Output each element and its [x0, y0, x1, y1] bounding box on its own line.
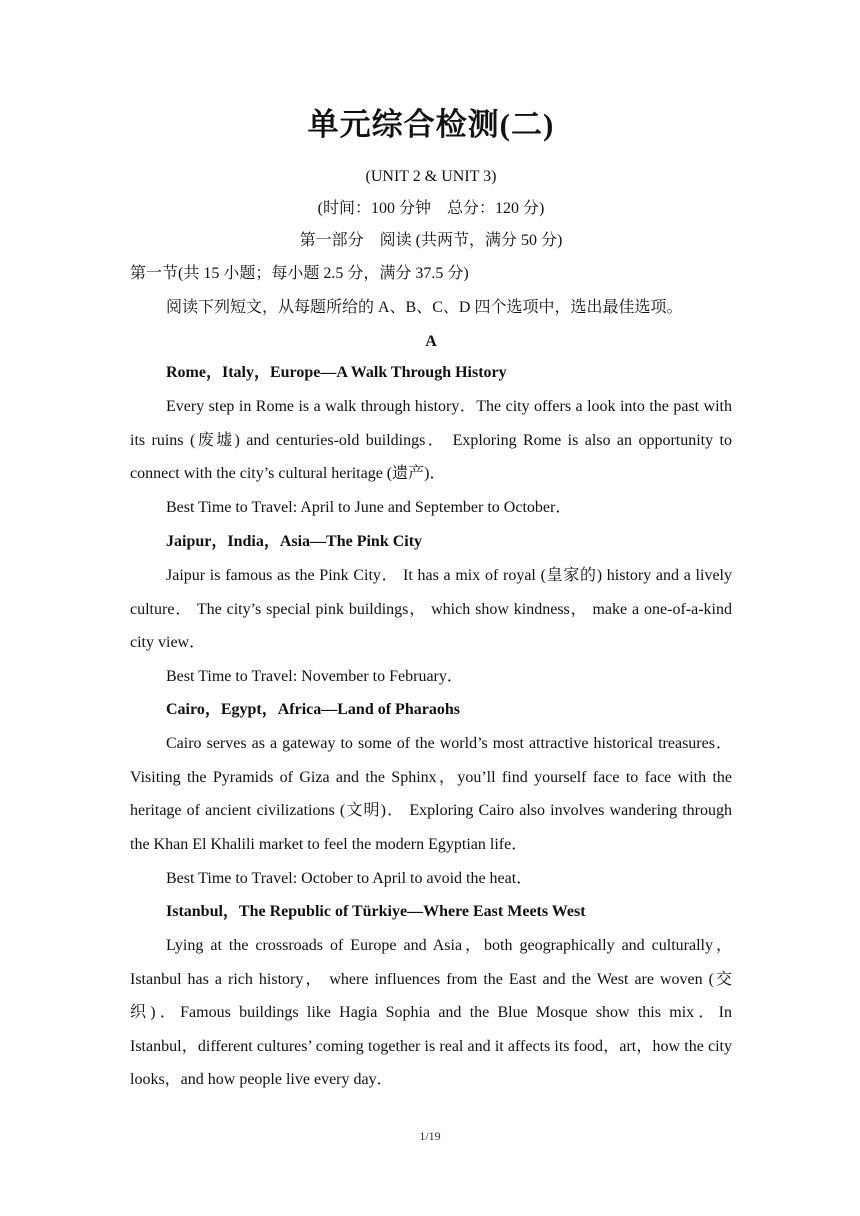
cairo-paragraph: Cairo serves as a gateway to some of the world’s most attractive historical treasures．Visiting the Pyramids of Giza and the Sphinx，you’ll find yourself face to face with the heritage of ancient civilizations (文明)． Exploring Cairo also involves wandering through the Khan El Khalili market to feel the modern Egyptian life．: [130, 735, 732, 853]
rome-heading: Rome，Italy，Europe—A Walk Through History: [166, 364, 507, 381]
page-number: 1/19: [419, 1129, 441, 1143]
cairo-best-time: Best Time to Travel: October to April to avoid the heat．: [166, 870, 533, 887]
page-title: 单元综合检测(二): [307, 107, 555, 142]
cairo-heading: Cairo，Egypt，Africa—Land of Pharaohs: [166, 701, 460, 718]
passage-label: A: [425, 333, 437, 350]
jaipur-heading: Jaipur，India，Asia—The Pink City: [166, 533, 423, 550]
istanbul-paragraph: Lying at the crossroads of Europe and Asia，both geographically and culturally，Istanbul has a rich history， where influences from the East and the West are woven (交织)．Famous buildings like Hagia Sophia and the Blue Mosque show this mix．In Istanbul，different cultures’ coming together is real and it affects its food，art，how the city looks，and how people live every day．: [130, 937, 733, 1089]
istanbul-heading: Istanbul，The Republic of Türkiye—Where East Meets West: [166, 903, 586, 920]
section-heading: 第一节(共 15 小题；每小题 2.5 分，满分 37.5 分): [130, 265, 469, 282]
rome-best-time: Best Time to Travel: April to June and September to October．: [166, 499, 572, 516]
part-heading: 第一部分 阅读 (共两节，满分 50 分): [299, 232, 563, 249]
jaipur-best-time: Best Time to Travel: November to February．: [166, 668, 463, 685]
jaipur-paragraph: Jaipur is famous as the Pink City． It has a mix of royal (皇家的) history and a lively culture． The city’s special pink buildings， which show kindness， make a one-of-a-kind city view．: [130, 567, 732, 652]
rome-paragraph: Every step in Rome is a walk through history．The city offers a look into the past with its ruins (废墟) and centuries-old buildings． Exploring Rome is also an opportunity to connect with the city’s cultural heritage (遗产)．: [130, 398, 732, 483]
time-score-line: (时间：100 分钟 总分：120 分): [317, 200, 545, 217]
units-subtitle: (UNIT 2 & UNIT 3): [365, 168, 497, 185]
instruction-text: 阅读下列短文，从每题所给的 A、B、C、D 四个选项中，选出最佳选项。: [166, 299, 683, 316]
